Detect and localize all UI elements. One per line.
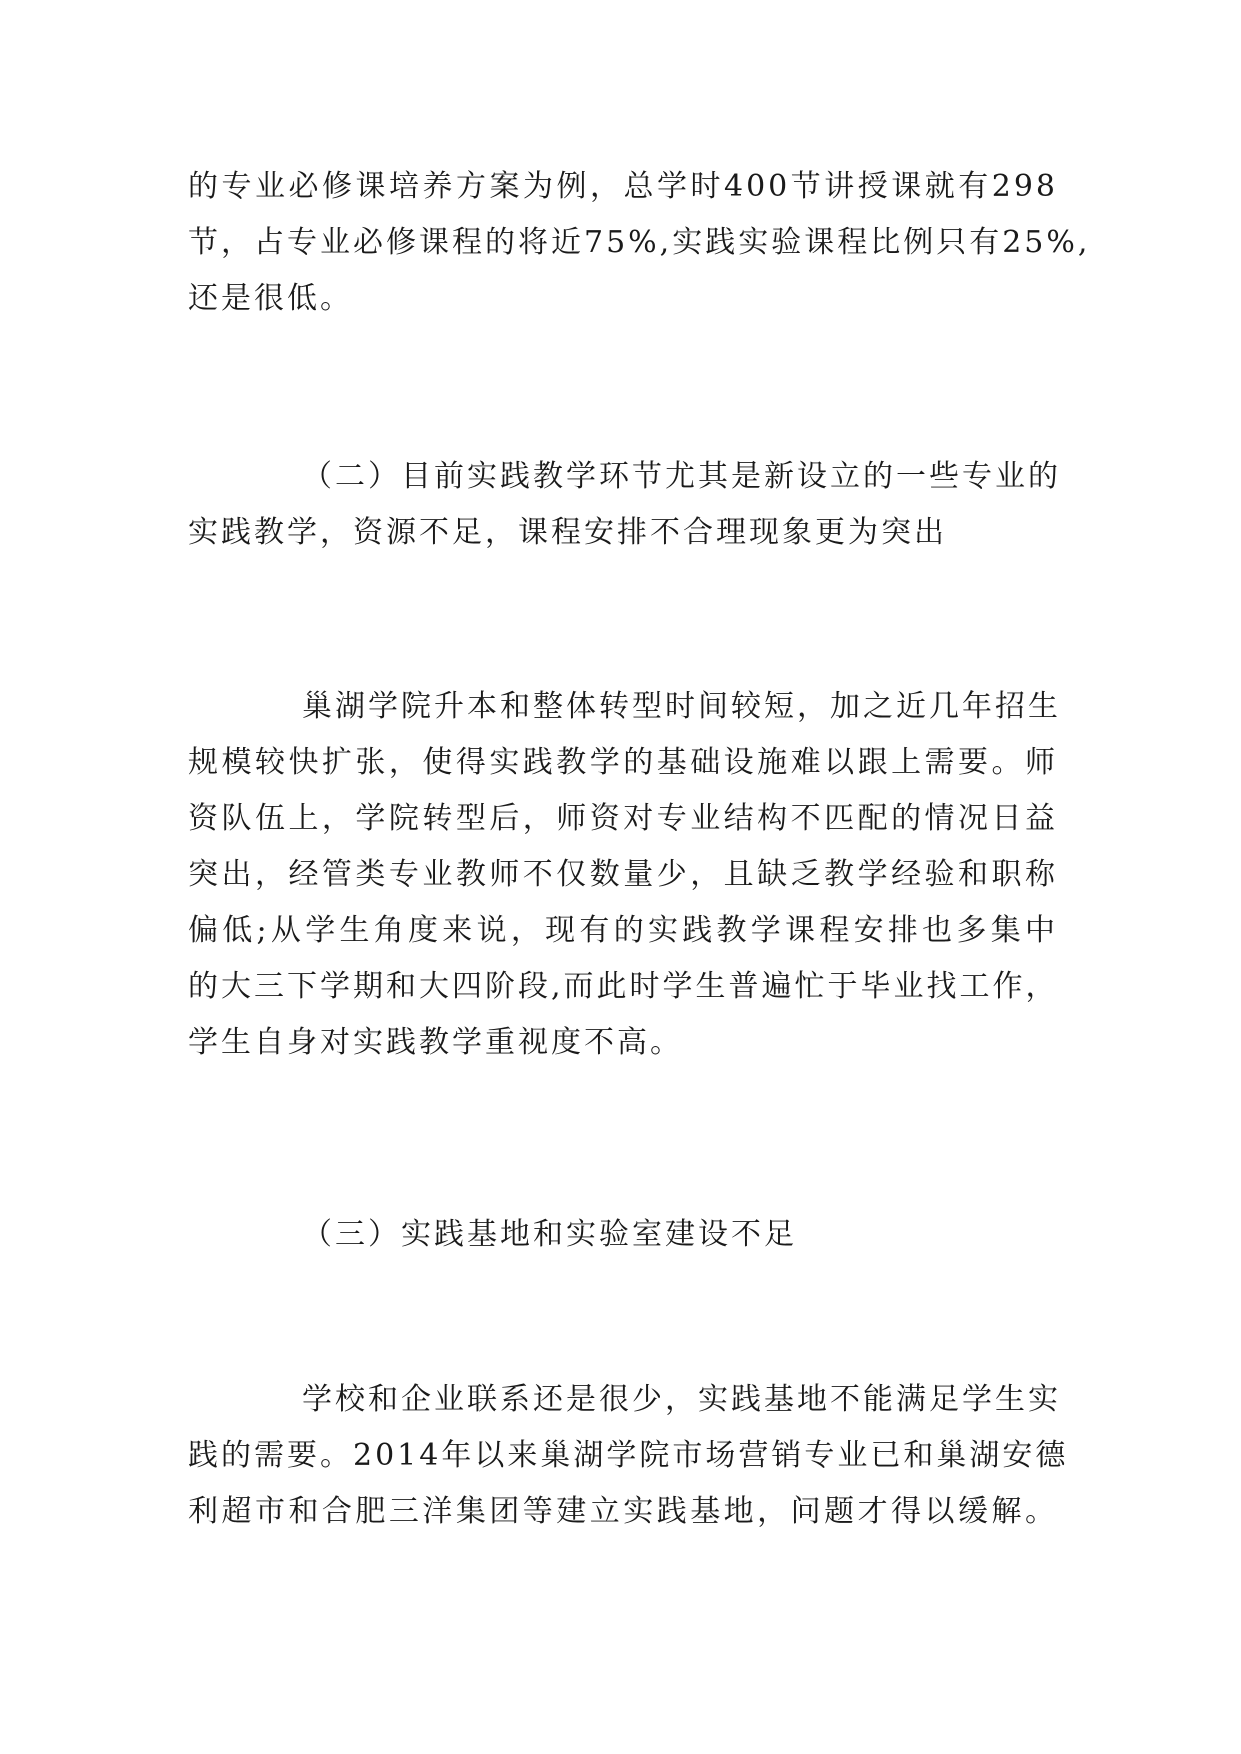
paragraph-line: 偏低;从学生角度来说，现有的实践教学课程安排也多集中 [188,913,1058,948]
paragraph-line: 规模较快扩张，使得实践教学的基础设施难以跟上需要。师 [188,745,1058,780]
paragraph-line: 利超市和合肥三洋集团等建立实践基地，问题才得以缓解。 [188,1494,1058,1529]
paragraph-line: 的专业必修课培养方案为例，总学时400节讲授课就有298 [188,169,1058,204]
paragraph-practice-bases [188,1372,1069,1540]
paragraph-line: 节，占专业必修课程的将近75%,实践实验课程比例只有25%, [188,225,1091,260]
heading-line: （二）目前实践教学环节尤其是新设立的一些专业的 [302,459,1061,494]
paragraph-line: 的大三下学期和大四阶段,而此时学生普遍忙于毕业找工作， [188,969,1059,1004]
paragraph-teaching-resources [188,679,1061,1071]
paragraph-line: 践的需要。2014年以来巢湖学院市场营销专业已和巢湖安德 [188,1438,1069,1473]
paragraph-line: 学校和企业联系还是很少，实践基地不能满足学生实 [302,1382,1061,1417]
section-heading-3 [188,1207,1058,1263]
paragraph-line: 突出，经管类专业教师不仅数量少，且缺乏教学经验和职称 [188,857,1058,892]
paragraph-line: 巢湖学院升本和整体转型时间较短，加之近几年招生 [302,689,1061,724]
section-heading-2 [188,449,1061,561]
heading-line: 实践教学，资源不足，课程安排不合理现象更为突出 [188,515,947,550]
paragraph-line: 学生自身对实践教学重视度不高。 [188,1025,683,1060]
heading-line: （三）实践基地和实验室建设不足 [302,1217,797,1252]
paragraph-line: 资队伍上，学院转型后，师资对专业结构不匹配的情况日益 [188,801,1058,836]
paragraph-line: 还是很低。 [188,281,353,316]
paragraph-course-hours [188,159,1091,327]
